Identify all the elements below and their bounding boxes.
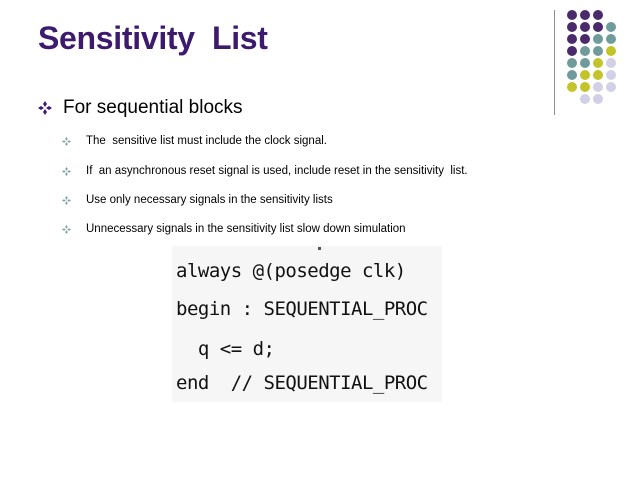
sub-bullet-text: Use only necessary signals in the sensitivity lists xyxy=(86,194,333,206)
diamond-cluster-bullet-icon xyxy=(38,101,52,115)
sub-bullet-text: If an asynchronous reset signal is used, include reset in the sensitivity list. xyxy=(86,165,468,177)
decorative-dot xyxy=(580,58,590,68)
decorative-dot xyxy=(606,34,616,44)
decorative-dot xyxy=(580,10,590,20)
code-line: always @(posedge clk) xyxy=(176,260,406,282)
decorative-dot xyxy=(593,22,603,32)
decorative-dot xyxy=(593,70,603,80)
bullet-text: For sequential blocks xyxy=(63,97,243,118)
decorative-dot xyxy=(593,94,603,104)
decorative-dot xyxy=(593,58,603,68)
diamond-cluster-bullet-icon xyxy=(62,225,71,234)
decorative-dot xyxy=(606,58,616,68)
decorative-dot xyxy=(606,82,616,92)
decorative-dot xyxy=(567,22,577,32)
diamond-cluster-bullet-icon xyxy=(62,167,71,176)
decorative-dot xyxy=(593,10,603,20)
code-line: q <= d; xyxy=(176,338,275,360)
diamond-cluster-bullet-icon xyxy=(62,137,71,146)
decorative-dot xyxy=(580,22,590,32)
decorative-dot xyxy=(606,46,616,56)
sub-bullet-text: Unnecessary signals in the sensitivity list slow down simulation xyxy=(86,223,406,235)
decorative-dot xyxy=(593,46,603,56)
image-speck xyxy=(318,247,321,250)
sub-bullet-item xyxy=(62,224,406,236)
diamond-cluster-bullet-icon xyxy=(62,196,71,205)
decorative-dot xyxy=(580,70,590,80)
decorative-dot xyxy=(567,10,577,20)
decorative-dot xyxy=(606,22,616,32)
decorative-divider-line xyxy=(554,10,555,115)
sub-bullet-text: The sensitive list must include the clock signal. xyxy=(86,135,327,147)
code-snippet-image xyxy=(172,246,442,402)
code-line: end // SEQUENTIAL_PROC xyxy=(176,372,428,394)
decorative-dot xyxy=(567,34,577,44)
code-line: begin : SEQUENTIAL_PROC xyxy=(176,298,428,320)
sub-bullet-item xyxy=(62,195,333,207)
decorative-dot xyxy=(567,58,577,68)
decorative-dot xyxy=(580,82,590,92)
sub-bullet-item xyxy=(62,166,468,178)
decorative-dot xyxy=(593,34,603,44)
decorative-dot xyxy=(580,46,590,56)
decorative-dot xyxy=(580,94,590,104)
decorative-dot xyxy=(567,82,577,92)
slide-title: Sensitivity List xyxy=(38,20,268,56)
decorative-dot xyxy=(606,70,616,80)
decorative-dot xyxy=(593,82,603,92)
decorative-dot xyxy=(567,46,577,56)
sub-bullet-item xyxy=(62,136,327,148)
decorative-dot xyxy=(580,34,590,44)
decorative-dot xyxy=(567,70,577,80)
bullet-item xyxy=(38,98,243,117)
